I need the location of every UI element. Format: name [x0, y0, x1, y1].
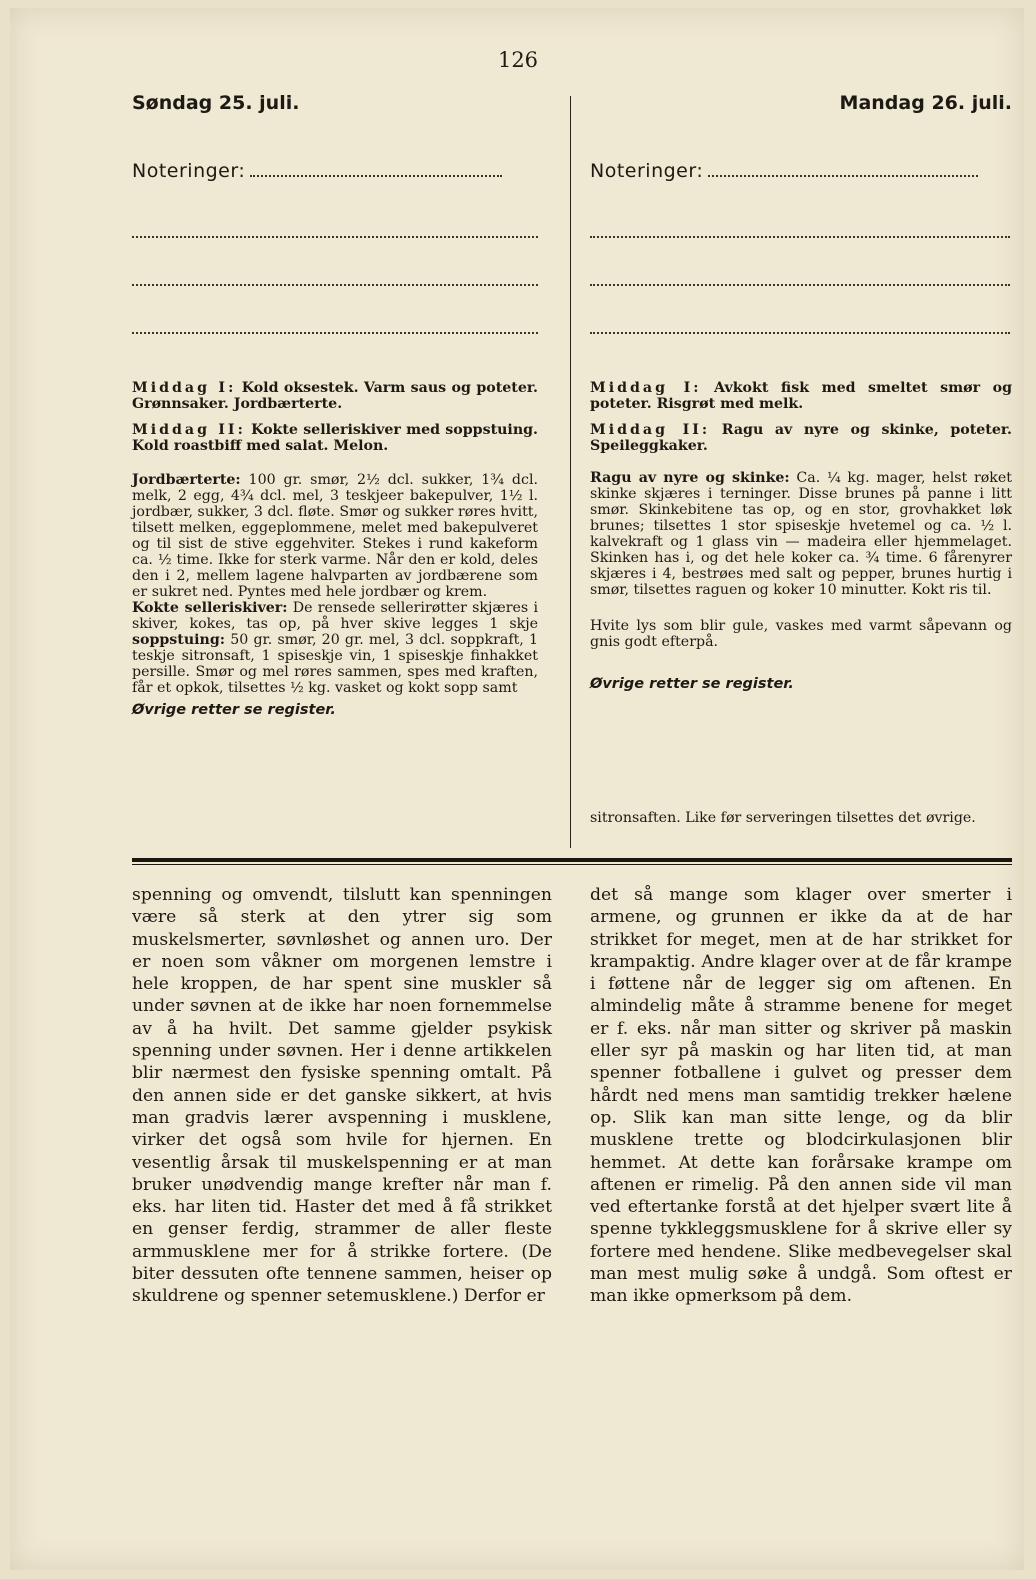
right-notes-line-3[interactable]: [590, 284, 1010, 286]
right-recipe-text: Ca. ¼ kg. mager, helst røket skinke skjæres i terninger. Disse brunes på panne i litt smør. Skinkebitene tas op, og en stor, grovhakket løk brunes; tilsettes 1 stor spiseskje hvetemel og ca. ½ l. kalvekraft og 1 glass vin — madeira eller hjemmelaget. Skinken has i, og det hele koker ca. ¾ time. 6 fårenyrer skjæres i 4, bestrøes med salt og pepper, brunes hurtig i smør, tilsettes raguen og koker 10 minutter. Kokt ris til.: [590, 470, 1012, 598]
right-continuation: [590, 810, 1012, 836]
left-middag-2: [132, 422, 538, 454]
left-middag-2-label: Middag II:: [132, 422, 246, 438]
left-notes: [132, 160, 538, 182]
section-rule-thick: [132, 858, 1012, 862]
left-notes-line-1[interactable]: [250, 175, 502, 177]
left-recipe-2-text-b: 50 gr. smør, 20 gr. mel, 3 dcl. soppkraft, 1 teskje sitronsaft, 1 spiseskje vin, 1 spiseskje finhakket persille. Smør og mel røres sammen, spes med kraften, får et opkok, tilsettes ½ kg. vasket og kokt sopp samt: [132, 632, 539, 696]
right-menu: [590, 380, 1012, 718]
left-recipe-jordbaerterte: [132, 472, 538, 600]
left-middag-1: [132, 380, 538, 412]
left-notes-line-4[interactable]: [132, 332, 538, 334]
left-register-note: Øvrige retter se register.: [132, 702, 336, 718]
left-recipe-1-text: 100 gr. smør, 2½ dcl. sukker, 1¾ dcl. melk, 2 egg, 4¾ dcl. mel, 3 teskjeer bakepulver, 1½ l. jordbær, sukker, 3 dcl. fløte. Smør og sukker røres hvitt, tilsett melken, eggeplommene, melet med bakepulveret og til sist de stive eggehviter. Stekes i rund kakeform ca. ½ time. Ikke for sterk varme. Når den er kold, deles den i 2, mellem lagene halvparten av jordbærene som er sukret ned. Pyntes med hele jordbær og krem.: [132, 472, 538, 600]
left-notes-line-3[interactable]: [132, 284, 538, 286]
right-recipe-title: Ragu av nyre og skinke:: [590, 470, 790, 486]
left-middag-2-text: Kokte selleriskiver med soppstuing. Kold roastbiff med salat. Melon.: [132, 422, 538, 454]
left-menu: [132, 380, 538, 728]
right-middag-1: [590, 380, 1012, 412]
left-recipe-2-title: Kokte selleriskiver:: [132, 600, 288, 616]
left-recipe-selleriskiver: [132, 600, 538, 696]
left-middag-1-label: Middag I:: [132, 380, 237, 396]
right-day-heading: Mandag 26. juli.: [839, 92, 1012, 114]
right-continuation-text: sitronsaften. Like før serveringen tilsettes det øvrige.: [590, 810, 976, 826]
right-notes-line-2[interactable]: [590, 236, 1010, 238]
section-rule-thin: [132, 864, 1012, 865]
left-notes-label: Noteringer:: [132, 160, 246, 182]
right-recipe-ragu: [590, 470, 1012, 598]
left-middag-1-text: Kold oksestek. Varm saus og poteter. Grønnsaker. Jordbærterte.: [132, 380, 538, 412]
right-middag-1-text: Avkokt fisk med smeltet smør og poteter. Risgrøt med melk.: [590, 380, 1012, 412]
right-notes: [590, 160, 1012, 182]
right-notes-label: Noteringer:: [590, 160, 704, 182]
right-household-tip: Hvite lys som blir gule, vaskes med varmt såpevann og gnis godt efterpå.: [590, 618, 1012, 650]
left-notes-line-2[interactable]: [132, 236, 538, 238]
right-middag-2: [590, 422, 1012, 454]
page-number: 126: [497, 48, 539, 72]
right-notes-line-1[interactable]: [708, 175, 978, 177]
left-recipe-2-bold: soppstuing:: [132, 632, 226, 648]
page-background: [10, 8, 1024, 1570]
right-middag-2-text: Ragu av nyre og skinke, poteter. Speileggkaker.: [590, 422, 1012, 454]
column-divider: [570, 96, 571, 848]
article-left-column: spenning og omvendt, tilslutt kan spenningen være så sterk at den ytrer sig som muskelsmerter, søvnløshet og annen uro. Der er noen som våkner om morgenen lemstre i hele kroppen, de har spent sine muskler så under søvnen at de ikke har noen fornemmelse av å ha hvilt. Det samme gjelder psykisk spenning under søvnen. Her i denne artikkelen blir nærmest den fysiske spenning omtalt. På den annen side er det ganske sikkert, at hvis man gradvis lærer avspenning i musklene, virker det også som hvile for hjernen. En vesentlig årsak til muskelspenning er at man bruker unødvendig mange krefter når man f. eks. har liten tid. Haster det med å få strikket en genser ferdig, strammer de aller fleste armmusklene mer for å strikke fortere. (De biter dessuten ofte tennene sammen, heiser op skuldrene og spenner setemusklene.) Derfor er: [132, 885, 552, 1307]
right-register-note: Øvrige retter se register.: [590, 676, 794, 692]
left-day-heading: Søndag 25. juli.: [132, 92, 300, 114]
left-recipe-1-title: Jordbærterte:: [132, 472, 241, 488]
right-middag-2-label: Middag II:: [590, 422, 711, 438]
right-notes-line-4[interactable]: [590, 332, 1010, 334]
article-right-column: det så mange som klager over smerter i armene, og grunnen er ikke da at de har strikket for meget, men at de har strikket for krampaktig. Andre klager over at de får krampe i føttene når de legger sig om aftenen. En almindelig måte å stramme benene for meget er f. eks. når man sitter og skriver på maskin eller syr på maskin og har liten tid, at man spenner fotballene i gulvet og presser dem hårdt ned mens man samtidig trekker hælene op. Slik kan man sitte lenge, og da blir musklene trette og blodcirkulasjonen blir hemmet. At dette kan forårsake krampe om aftenen er rimelig. På den annen side vil man ved eftertanke forstå at det hjelper svært lite å spenne tykkleggsmusklene for å skrive eller sy fortere med hendene. Slike medbevegelser skal man mest mulig søke å undgå. Som oftest er man ikke opmerksom på dem.: [590, 885, 1012, 1307]
left-recipe-2-text-a: De rensede sellerirøtter skjæres i skiver, kokes, tas op, på hver skive legges 1 skje: [132, 600, 538, 632]
right-middag-1-label: Middag I:: [590, 380, 702, 396]
